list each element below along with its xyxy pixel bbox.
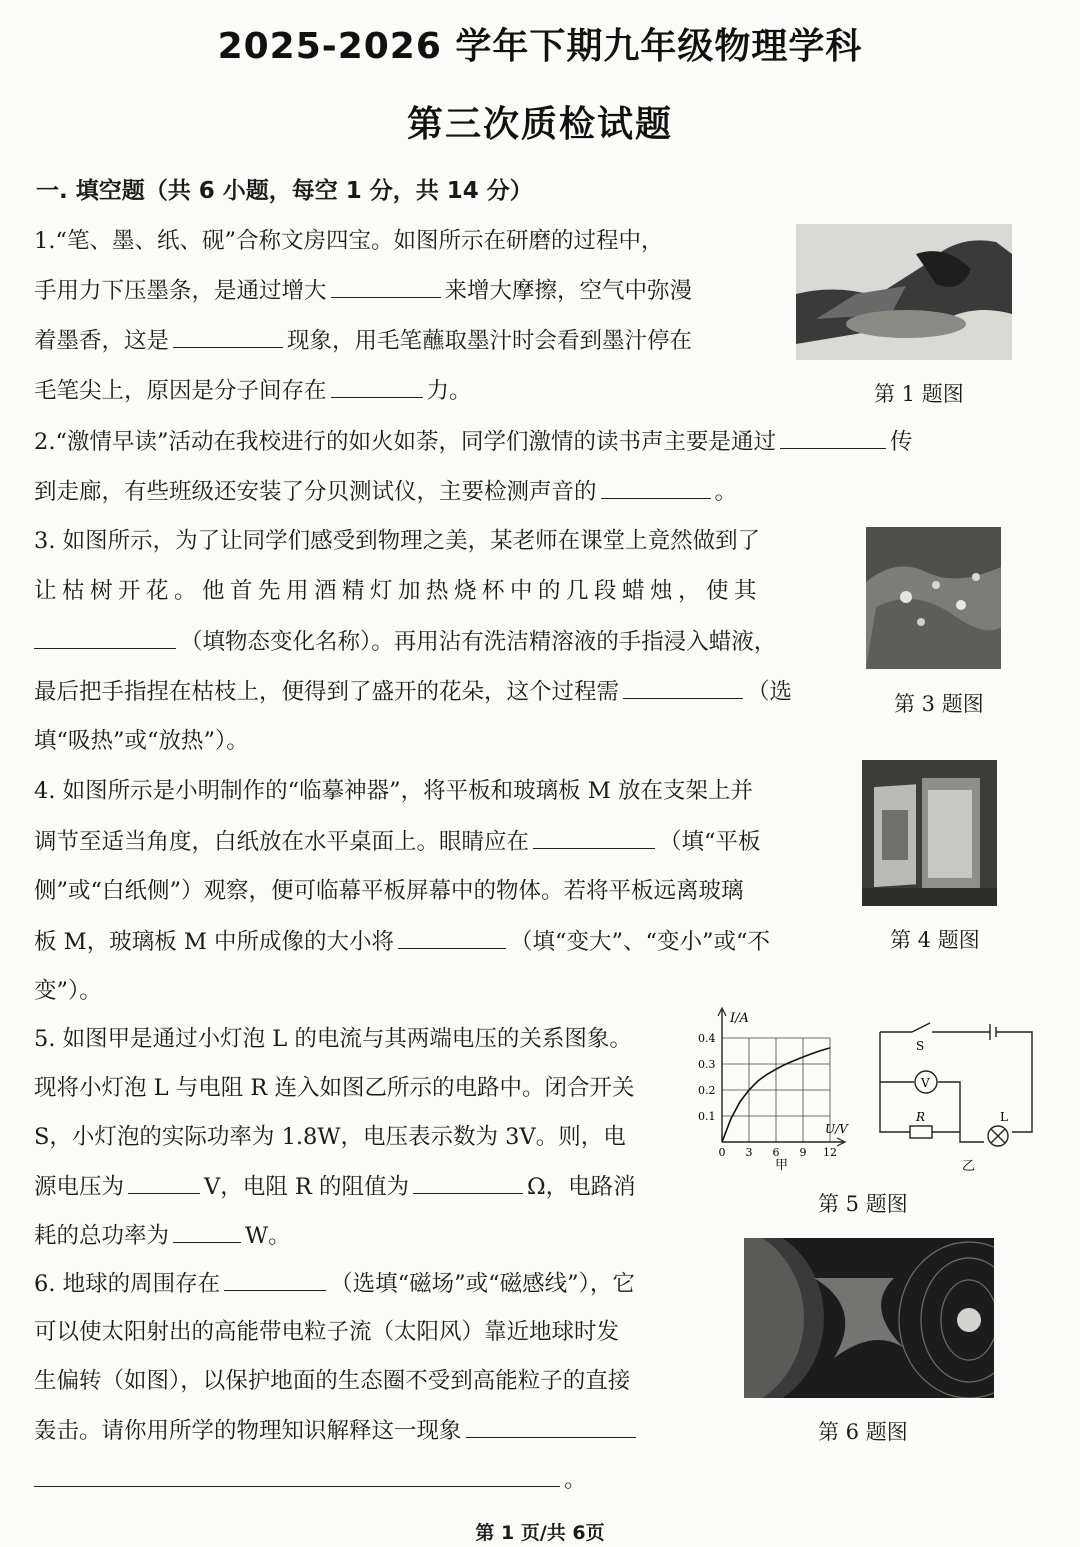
page-footer: 第 1 页/共 6页 (475, 1522, 605, 1544)
voltmeter-wire-right (938, 1082, 984, 1142)
switch-label: S (916, 1039, 925, 1053)
q5-blank1[interactable] (128, 1169, 200, 1194)
q6-blank1[interactable] (224, 1266, 326, 1291)
y-axis-label: I/A (730, 1011, 749, 1026)
q3-line1: 3. 如图所示，为了让同学们感受到物理之美，某老师在课堂上竟然做到了 (34, 528, 761, 554)
y-tick-label: 0.3 (698, 1058, 716, 1071)
q3-photo (866, 527, 1001, 669)
q6-line1: 6. 地球的周围存在 （选填“磁场”或“磁感线”），它 (34, 1266, 635, 1300)
section-heading: 一. 填空题（共 6 小题，每空 1 分，共 14 分） (36, 178, 533, 204)
resistor-r (910, 1126, 932, 1138)
q5-line2: 现将小灯泡 L 与电阻 R 连入如图乙所示的电路中。闭合开关 (34, 1075, 635, 1101)
q5-line1: 5. 如图甲是通过小灯泡 L 的电流与其两端电压的关系图象。 (34, 1026, 632, 1052)
q3-caption: 第 3 题图 (894, 692, 984, 716)
exam-subtitle: 第三次质检试题 (406, 104, 673, 145)
x-tick-label: 3 (745, 1146, 753, 1159)
x-tick-label: 9 (799, 1146, 807, 1159)
y-tick-label: 0.4 (698, 1032, 716, 1045)
q1-blank3[interactable] (331, 373, 423, 398)
q1-line3: 着墨香，这是 现象，用毛笔蘸取墨汁时会看到墨汁停在 (34, 323, 692, 357)
q5-line3: S，小灯泡的实际功率为 1.8W，电压表示数为 3V。则，电 (34, 1124, 626, 1150)
lamp-label: L (1000, 1110, 1008, 1124)
q1-blank1[interactable] (331, 273, 441, 298)
circuit-diagram (872, 1020, 1042, 1180)
q1-caption: 第 1 题图 (874, 382, 964, 406)
switch-s (912, 1023, 930, 1032)
q6-caption: 第 6 题图 (818, 1420, 908, 1444)
resistor-label: R (916, 1110, 926, 1124)
q6-photo (744, 1238, 994, 1398)
q5-blank2[interactable] (413, 1169, 523, 1194)
q6-line5: 。 (34, 1462, 587, 1496)
q2-line2: 到走廊，有些班级还安装了分贝测试仪，主要检测声音的 。 (34, 474, 737, 508)
x-tick-label: 6 (772, 1146, 780, 1159)
q6-blank2[interactable] (466, 1413, 636, 1438)
q5-line4: 源电压为 V，电阻 R 的阻值为 Ω，电路消 (34, 1169, 636, 1203)
q6-line3: 生偏转（如图），以保护地面的生态圈不受到高能粒子的直接 (34, 1368, 631, 1394)
x-axis-label: U/V (825, 1122, 848, 1136)
x-tick-label: 0 (718, 1146, 726, 1159)
y-tick-label: 0.1 (698, 1110, 716, 1123)
q3-line5: 填“吸热”或“放热”）。 (34, 728, 249, 754)
battery (990, 1024, 996, 1040)
circuit-name: 乙 (962, 1159, 976, 1174)
q6-line2: 可以使太阳射出的高能带电粒子流（太阳风）靠近地球时发 (34, 1319, 620, 1345)
q3-blank2[interactable] (623, 674, 743, 699)
lamp-cross (991, 1129, 1005, 1143)
q2-blank1[interactable] (780, 424, 886, 449)
q4-line1: 4. 如图所示是小明制作的“临摹神器”，将平板和玻璃板 M 放在支架上并 (34, 778, 753, 804)
q6-line4: 轰击。请你用所学的物理知识解释这一现象 (34, 1413, 640, 1447)
q3-line4: 最后把手指捏在枯枝上，便得到了盛开的花朵，这个过程需 （选 (34, 674, 792, 708)
q2-line1: 2.“激情早读”活动在我校进行的如火如荼，同学们激情的读书声主要是通过 传 (34, 424, 913, 458)
iu-graph (694, 1005, 854, 1175)
q5-caption: 第 5 题图 (818, 1192, 908, 1216)
q6-blank3[interactable] (34, 1462, 560, 1487)
q3-line3: （填物态变化名称）。再用沾有洗洁精溶液的手指浸入蜡液， (34, 624, 776, 658)
q5-line5: 耗的总功率为 W。 (34, 1218, 291, 1252)
q1-blank2[interactable] (173, 323, 283, 348)
q3-blank1[interactable] (34, 624, 176, 649)
y-tick-label: 0.2 (698, 1084, 716, 1097)
q4-line4: 板 M，玻璃板 M 中所成像的大小将 （填“变大”、“变小”或“不 (34, 924, 770, 958)
q4-line3: 侧”或“白纸侧”）观察，便可临幕平板屏幕中的物体。若将平板远离玻璃 (34, 878, 744, 904)
q4-caption: 第 4 题图 (890, 928, 980, 952)
voltmeter-label: V (921, 1076, 930, 1090)
q4-blank2[interactable] (398, 924, 506, 949)
q1-line4: 毛笔尖上，原因是分子间存在 力。 (34, 373, 472, 407)
q4-line2: 调节至适当角度，白纸放在水平桌面上。眼睛应在 （填“平板 (34, 824, 761, 858)
q5-blank3[interactable] (173, 1218, 241, 1243)
q4-line5: 变”）。 (34, 978, 102, 1004)
q1-photo (796, 224, 1012, 360)
q4-blank1[interactable] (533, 824, 655, 849)
q1-line1: 1.“笔、墨、纸、砚”合称文房四宝。如图所示在研磨的过程中， (34, 228, 664, 254)
x-tick-label: 12 (823, 1146, 837, 1159)
q4-photo (862, 760, 997, 906)
q3-line2: 让枯树开花。他首先用酒精灯加热烧杯中的几段蜡烛，使其 (34, 578, 763, 604)
graph-name: 甲 (775, 1158, 789, 1173)
exam-title: 2025-2026 学年下期九年级物理学科 (217, 26, 863, 67)
q1-line2: 手用力下压墨条，是通过增大 来增大摩擦，空气中弥漫 (34, 273, 692, 307)
q2-blank2[interactable] (601, 474, 711, 499)
